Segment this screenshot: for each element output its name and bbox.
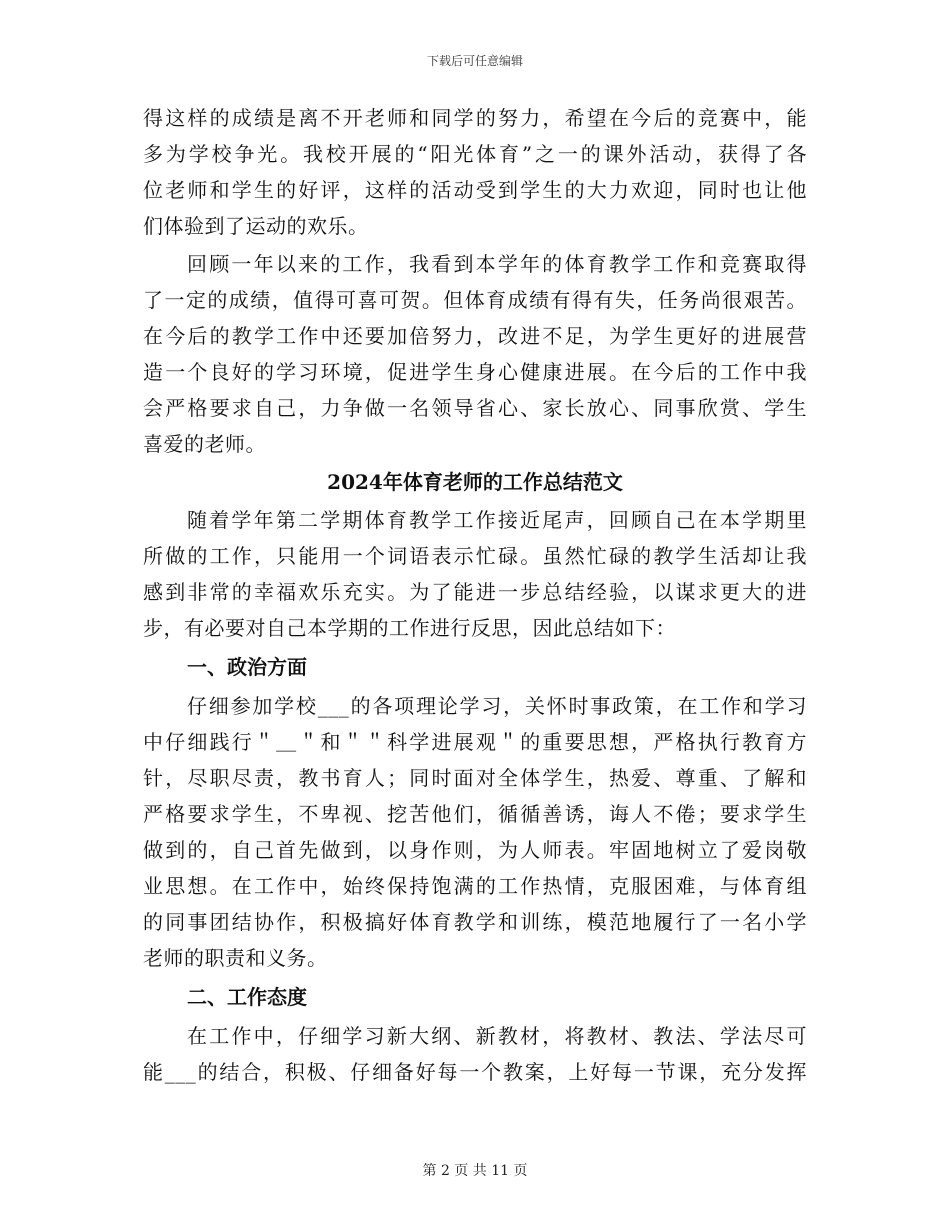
text-line: 仔细参加学校___的各项理论学习，关怀时事政策，在工作和学习	[187, 694, 807, 718]
text-line: 们体验到了运动的欢乐。	[143, 214, 369, 238]
text-line: 做到的，自己首先做到，以身作则，为人师表。牢固地树立了爱岗敬	[143, 838, 807, 862]
text-line: 能___的结合，积极、仔细备好每一个教案，上好每一节课，充分发挥	[143, 1060, 807, 1084]
paragraph-continuation	[143, 100, 807, 244]
text-line: 位老师和学生的好评，这样的活动受到学生的大力欢迎，同时也让他	[143, 178, 807, 202]
text-line: 在工作中，仔细学习新大纲、新教材，将教材、教法、学法尽可	[187, 1024, 807, 1048]
text-line: 回顾一年以来的工作，我看到本学年的体育教学工作和竞赛取得	[187, 252, 807, 276]
text-line: 多为学校争光。我校开展的“阳光体育”之一的课外活动，获得了各	[143, 142, 807, 166]
text-line: 老师的职责和义务。	[143, 946, 328, 970]
page-number: 第 2 页 共 11 页	[422, 1163, 528, 1179]
page-header-note: 下载后可任意编辑	[426, 54, 523, 68]
text-line: 业思想。在工作中，始终保持饱满的工作热情，克服困难，与体育组	[143, 874, 807, 898]
text-line: 感到非常的幸福欢乐充实。为了能进一步总结经验，以谋求更大的进	[143, 580, 807, 604]
text-line: 严格要求学生，不卑视、挖苦他们，循循善诱，诲人不倦；要求学生	[143, 802, 807, 826]
text-line: 会严格要求自己，力争做一名领导省心、家长放心、同事欣赏、学生	[143, 396, 807, 420]
text-line: 随着学年第二学期体育教学工作接近尾声，回顾自己在本学期里	[187, 508, 807, 532]
text-line: 喜爱的老师。	[143, 432, 266, 456]
text-line: 得这样的成绩是离不开老师和同学的努力，希望在今后的竞赛中，能	[143, 106, 807, 130]
section-heading-attitude: 二、工作态度	[187, 985, 307, 1009]
paragraph-attitude	[143, 1018, 807, 1090]
paragraph-review	[143, 246, 807, 462]
section-heading-politics: 一、政治方面	[187, 655, 307, 679]
paragraph-politics	[143, 688, 807, 976]
paragraph-intro	[143, 502, 807, 646]
document-body	[143, 100, 807, 1090]
text-line: 造一个良好的学习环境，促进学生身心健康进展。在今后的工作中我	[143, 360, 807, 384]
text-line: 中仔细践行＂＿＂和＂＂科学进展观＂的重要思想，严格执行教育方	[143, 730, 807, 754]
text-line: 针，尽职尽责，教书育人；同时面对全体学生，热爱、尊重、了解和	[143, 766, 807, 790]
text-line: 在今后的教学工作中还要加倍努力，改进不足，为学生更好的进展营	[143, 324, 807, 348]
text-line: 步，有必要对自己本学期的工作进行反思，因此总结如下：	[143, 616, 676, 640]
document-title: 2024年体育老师的工作总结范文	[327, 470, 623, 494]
text-line: 的同事团结协作，积极搞好体育教学和训练，模范地履行了一名小学	[143, 910, 807, 934]
text-line: 了一定的成绩，值得可喜可贺。但体育成绩有得有失，任务尚很艰苦。	[143, 288, 807, 312]
text-line: 所做的工作，只能用一个词语表示忙碌。虽然忙碌的教学生活却让我	[143, 544, 807, 568]
